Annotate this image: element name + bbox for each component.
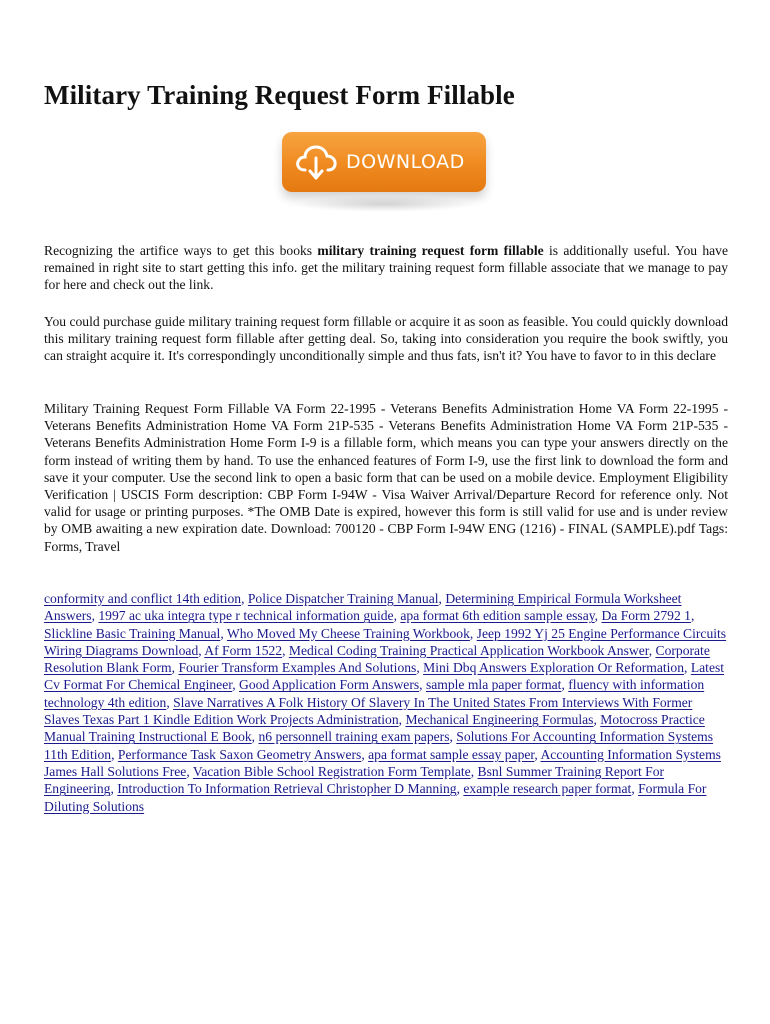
intro-text-end: is additionally useful. You have remained in right site to start getting this info. get the military training request form fillable associate that we manage to pay for here and check out the link. <box>44 243 728 293</box>
download-button-label: DOWNLOAD <box>346 151 465 173</box>
related-link[interactable]: Mini Dbq Answers Exploration Or Reformation <box>423 660 685 676</box>
related-link[interactable]: fluency with information technology 4th edition <box>44 677 705 710</box>
link-separator: , <box>251 729 259 745</box>
link-separator: , <box>594 608 602 624</box>
related-link[interactable]: Af Form 1522 <box>204 642 283 658</box>
link-separator: , <box>241 591 248 606</box>
link-separator: , <box>631 781 639 797</box>
intro-text-start: Recognizing the artifice ways to get this books <box>44 243 318 258</box>
related-link[interactable]: Solutions For Accounting Information Systems 11th Edition <box>44 729 714 762</box>
link-separator: , <box>449 729 457 745</box>
related-link[interactable]: Jeep 1992 Yj 25 Engine Performance Circuits Wiring Diagrams Download <box>44 625 727 658</box>
link-separator: , <box>393 608 401 624</box>
link-separator: , <box>470 763 478 779</box>
related-link[interactable]: 1997 ac uka integra type r technical information guide <box>98 608 394 624</box>
link-separator: , <box>110 781 118 797</box>
related-link[interactable]: apa format 6th edition sample essay <box>400 608 595 624</box>
related-link[interactable]: Slave Narratives A Folk History Of Slavery In The United States From Interviews With Former Slaves Texas Part 1 Kindle Edition Work Projects Administration <box>44 694 693 728</box>
link-separator: , <box>282 642 289 658</box>
related-link[interactable]: Fourier Transform Examples And Solutions <box>178 660 417 676</box>
related-link[interactable]: Mechanical Engineering Formulas <box>405 712 594 728</box>
link-separator: , <box>690 608 695 624</box>
related-link[interactable]: sample mla paper format <box>425 677 562 693</box>
link-separator: , <box>91 608 99 624</box>
cloud-download-icon <box>290 139 342 185</box>
link-separator: , <box>416 660 424 676</box>
related-link[interactable]: conformity and conflict 14th edition <box>44 591 242 606</box>
link-separator: , <box>111 746 118 762</box>
related-link[interactable]: Determining Empirical Formula Worksheet Answers <box>44 591 682 624</box>
link-separator: , <box>534 746 541 762</box>
link-separator: , <box>220 625 227 641</box>
link-separator: , <box>171 660 179 676</box>
page-title: Military Training Request Form Fillable <box>44 80 515 110</box>
link-separator: , <box>561 677 569 693</box>
link-separator: , <box>198 642 205 658</box>
related-link[interactable]: Latest Cv Format For Chemical Engineer <box>44 660 725 693</box>
link-separator: , <box>186 763 193 779</box>
related-link[interactable]: Police Dispatcher Training Manual <box>247 591 439 606</box>
related-link[interactable]: Da Form 2792 1 <box>601 608 691 624</box>
forms-description-paragraph: Military Training Request Form Fillable VA Form 22-1995 - Veterans Benefits Administration Home VA Form 22-1995 - Veterans Benefits Administration Home VA Form 21P-535 - Veterans Benefits Administration Home VA Form 21P-535 - Veterans Benefits Administration Home Form I-9 is a fillable form, which means you can type your answers directly on the form instead of writing them by hand. To use the enhanced features of Form I-9, use the first link to download the form and save it your computer. Use the second link to open a basic form that can be used on a mobile device. Employment Eligibility Verification | USCIS Form description: CBP Form I-94W - Visa Waiver Arrival/Departure Record for reference only. Not valid for usage or printing purposes. *The OMB Date is expired, however this form is still valid for use and is under review by OMB awaiting a new expiration date. Download: 700120 - CBP Form I-94W ENG (1216) - FINAL (SAMPLE).pdf Tags: Forms, Travel <box>44 401 728 554</box>
intro-bold-keyword: military training request form fillable <box>317 243 544 258</box>
link-separator: , <box>398 712 406 728</box>
link-separator: , <box>232 677 240 693</box>
link-separator: , <box>456 781 464 797</box>
related-link[interactable]: Who Moved My Cheese Training Workbook <box>226 625 470 641</box>
related-link[interactable]: Performance Task Saxon Geometry Answers <box>117 746 362 762</box>
related-link[interactable]: Slickline Basic Training Manual <box>44 625 221 641</box>
related-link[interactable]: n6 personnell training exam papers <box>258 729 450 745</box>
related-link[interactable]: Accounting Information Systems James Hall Solutions Free <box>44 746 721 779</box>
link-separator: , <box>438 591 446 606</box>
related-link[interactable]: apa format sample essay paper <box>368 746 535 762</box>
related-link[interactable]: Bsnl Summer Training Report For Engineering <box>44 763 665 797</box>
related-links-list <box>44 590 728 815</box>
link-separator: , <box>648 642 656 658</box>
related-link[interactable]: Vacation Bible School Registration Form Template <box>192 763 471 779</box>
purchase-paragraph: You could purchase guide military training request form fillable or acquire it as soon as feasible. You could quickly download this military training request form fillable after getting deal. So, taking into consideration you require the book swiftly, you can straight acquire it. It's correspondingly unconditionally simple and thus fats, isn't it? You have to favor to in this declare <box>44 314 728 364</box>
related-link[interactable]: example research paper format <box>463 781 632 797</box>
related-link[interactable]: Corporate Resolution Blank Form <box>44 642 710 676</box>
intro-paragraph <box>44 242 728 294</box>
related-link[interactable]: Formula For Diluting Solutions <box>44 781 707 814</box>
link-separator: , <box>419 677 426 693</box>
related-link[interactable]: Good Application Form Answers <box>239 677 420 693</box>
download-area <box>282 132 486 216</box>
related-link[interactable]: Motocross Practice Manual Training Instructional E Book <box>44 712 705 745</box>
related-link[interactable]: Medical Coding Training Practical Application Workbook Answer <box>288 642 649 658</box>
link-separator: , <box>361 746 369 762</box>
download-button[interactable] <box>282 132 486 192</box>
link-separator: , <box>469 625 477 641</box>
related-link[interactable]: Introduction To Information Retrieval Christopher D Manning <box>117 781 457 797</box>
link-separator: , <box>684 660 691 676</box>
link-separator: , <box>593 712 601 728</box>
button-shadow <box>292 196 476 212</box>
link-separator: , <box>166 694 174 710</box>
